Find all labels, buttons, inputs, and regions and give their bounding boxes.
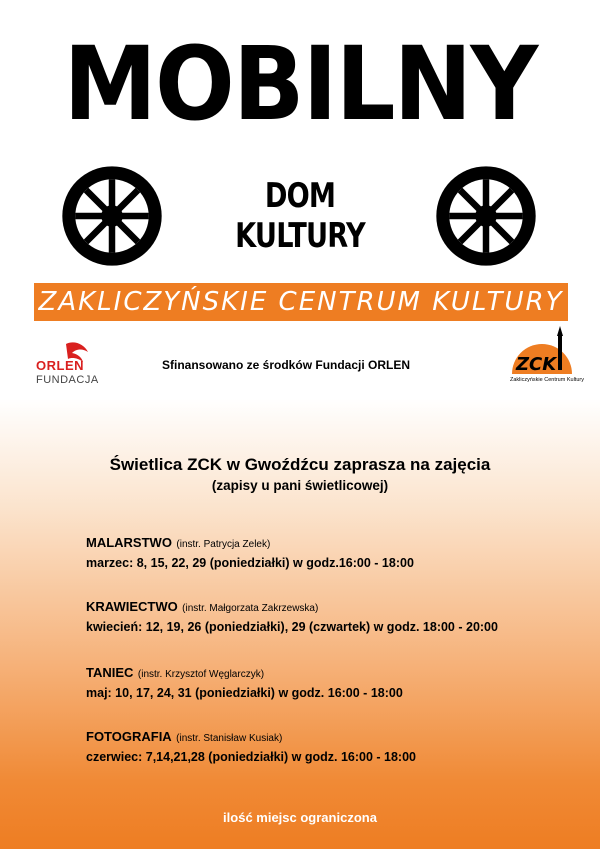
organizer-banner: ZAKLICZYŃSKIE CENTRUM KULTURY [34, 283, 568, 321]
activity-instructor: (instr. Stanisław Kusiak) [176, 733, 283, 744]
activity-instructor: (instr. Małgorzata Zakrzewska) [182, 603, 319, 614]
svg-text:ZCK: ZCK [516, 354, 557, 375]
activity-instructor: (instr. Krzysztof Węglarczyk) [137, 669, 265, 680]
activity-name: TANIEC [86, 665, 134, 680]
orlen-logo-subtitle: FUNDACJA [36, 374, 99, 386]
activity-schedule: maj: 10, 17, 24, 31 (poniedziałki) w godz. 16:00 - 18:00 [86, 686, 403, 700]
activity-item [86, 664, 586, 700]
wheel-icon [432, 162, 540, 270]
activity-schedule: kwiecień: 12, 19, 26 (poniedziałki), 29 (czwartek) w godz. 18:00 - 20:00 [86, 620, 498, 634]
zck-logo-caption: Zakliczyńskie Centrum Kultury [510, 377, 584, 383]
wheel-icon [58, 162, 166, 270]
limited-places-note: ilość miejsc ograniczona [223, 810, 377, 825]
poster-subtitle: DOM KULTURY [235, 176, 365, 256]
signup-note: (zapisy u pani świetlicowej) [211, 478, 389, 493]
activity-schedule: marzec: 8, 15, 22, 29 (poniedziałki) w godz.16:00 - 18:00 [86, 556, 414, 570]
activity-schedule: czerwiec: 7,14,21,28 (poniedziałki) w godz. 16:00 - 18:00 [86, 750, 416, 764]
orlen-logo-name: ORLEN [36, 358, 84, 373]
activity-name: FOTOGRAFIA [86, 729, 172, 744]
poster-title: MOBILNY [63, 25, 537, 144]
activity-name: KRAWIECTWO [86, 599, 178, 614]
funding-note: Sfinansowano ze środków Fundacji ORLEN [162, 358, 411, 372]
activity-item [86, 728, 586, 764]
invitation-headline: Świetlica ZCK w Gwoźdźcu zaprasza na zajęcia [109, 455, 491, 474]
activity-item [86, 598, 586, 634]
activity-item [86, 534, 586, 570]
activity-name: MALARSTWO [86, 535, 172, 550]
activity-instructor: (instr. Patrycja Zelek) [176, 539, 271, 550]
